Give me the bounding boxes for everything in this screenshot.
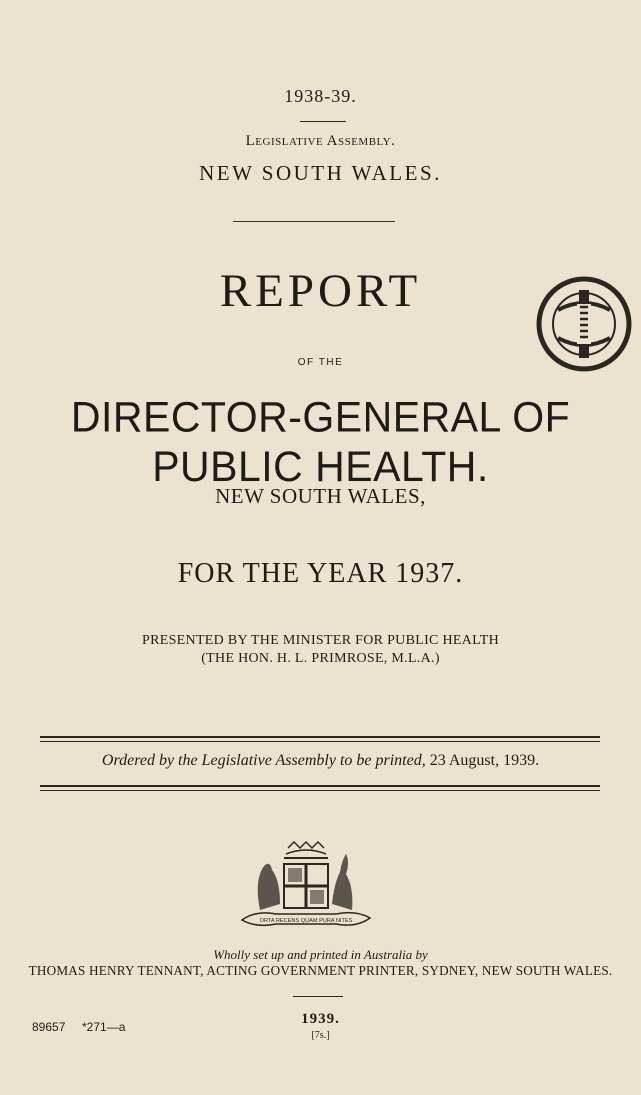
double-rule [40,785,600,791]
order-statement [0,752,641,770]
order-date: 23 August, 1939. [429,752,540,769]
print-number: 89657 [32,1020,66,1034]
minister-name: (THE HON. H. L. PRIMROSE, M.L.A.) [201,651,440,666]
print-year: 1939. [301,1011,340,1027]
house-name: Legislative Assembly. [245,133,396,149]
session-years: 1938-39. [284,86,357,106]
imprint-line: Wholly set up and printed in Australia by [213,947,428,962]
presented-by: PRESENTED BY THE MINISTER FOR PUBLIC HEALTH [142,633,499,648]
coat-of-arms-icon [236,840,376,936]
crest-motto: ORTA RECENS QUAM PURA NITES [259,918,353,924]
double-rule [40,736,600,742]
office-title: DIRECTOR-GENERAL OF PUBLIC HEALTH. [70,392,571,491]
divider [293,996,343,997]
report-year: FOR THE YEAR 1937. [177,558,464,589]
divider [233,221,395,222]
document-title: REPORT [219,265,422,317]
order-text: Ordered by the Legislative Assembly to be printed, [101,752,426,769]
price-code: [7s.] [311,1030,330,1041]
library-stamp-icon [536,276,632,372]
state-name-sub: NEW SOUTH WALES, [215,484,426,508]
title-connector: OF THE [297,357,344,368]
divider [300,121,346,122]
job-number: *271—a [82,1020,126,1034]
printer-name: THOMAS HENRY TENNANT, ACTING GOVERNMENT PRINTER, SYDNEY, NEW SOUTH WALES. [28,963,613,978]
state-name: NEW SOUTH WALES. [199,161,442,185]
